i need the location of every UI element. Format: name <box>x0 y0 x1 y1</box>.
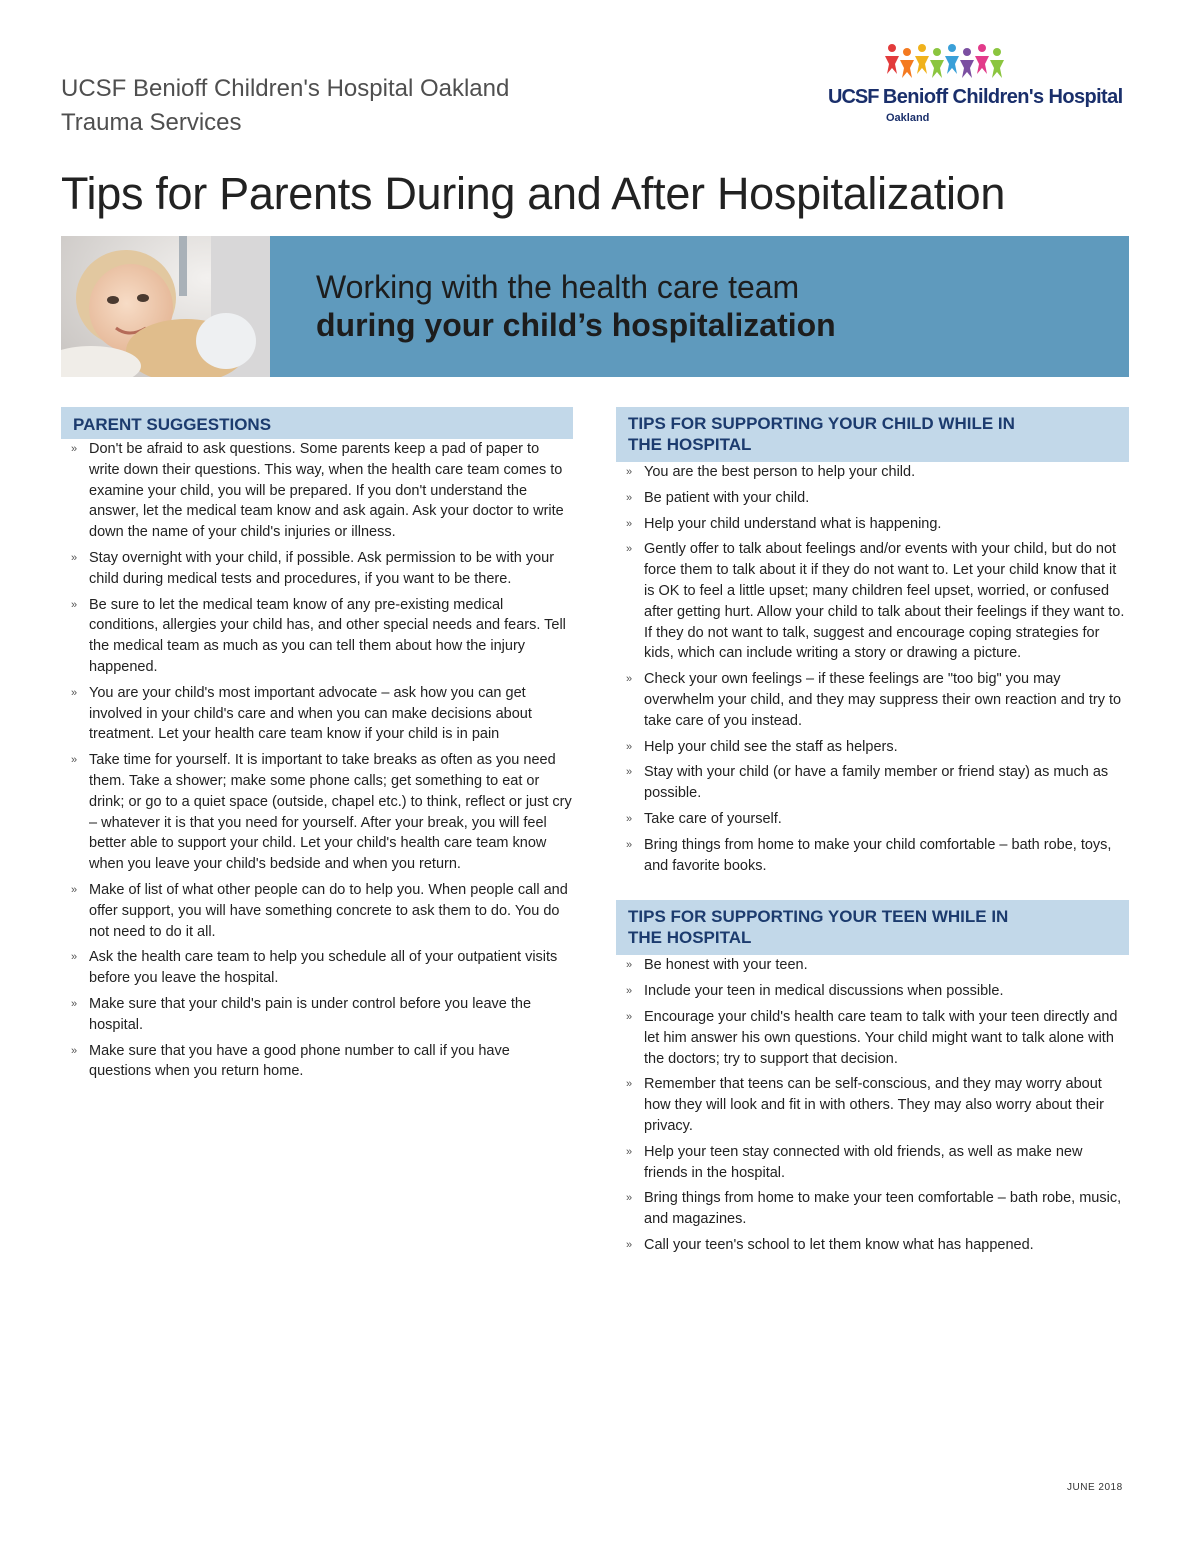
banner-line-1: Working with the health care team <box>316 269 800 305</box>
list-item <box>616 809 1129 830</box>
list-item <box>61 683 573 745</box>
figure-body <box>915 56 929 74</box>
bullet-icon: » <box>626 812 633 825</box>
list-item <box>61 750 573 875</box>
children-figures-icon <box>884 42 1006 78</box>
bullet-icon: » <box>626 766 633 779</box>
list-item <box>616 1235 1129 1256</box>
list-item-text: Stay with your child (or have a family member or friend stay) as much as possible. <box>644 764 1109 802</box>
list-item-text: Encourage your child's health care team to talk with your teen directly and let him answer his own questions. Your child might want to talk alone with the doctors; try to support that decision. <box>644 1008 1118 1067</box>
section-heading-teen-tips <box>616 900 1129 955</box>
bullet-icon: » <box>626 1078 633 1091</box>
list-item <box>61 947 573 989</box>
right-column <box>616 407 1129 1261</box>
figure-head <box>918 44 926 52</box>
list-item-text: Bring things from home to make your child comfortable – bath robe, toys, and favorite books. <box>644 836 1112 874</box>
list-item <box>616 488 1129 509</box>
list-item-text: Help your teen stay connected with old friends, as well as make new friends in the hospital. <box>644 1143 1083 1181</box>
child-tips-heading-line-2: THE HOSPITAL <box>628 435 752 454</box>
list-item <box>616 762 1129 804</box>
list-item-text: Take care of yourself. <box>644 810 782 827</box>
list-item-text: Remember that teens can be self-conscious, and they may worry about how they will look and fit in with others. They may also worry about their privacy. <box>644 1076 1104 1134</box>
figure-body <box>945 56 959 74</box>
list-item-text: Ask the health care team to help you schedule all of your outpatient visits before you leave the hospital. <box>89 949 558 987</box>
child-photo <box>61 236 270 377</box>
banner-heading <box>316 268 836 344</box>
banner-line-2: during your child’s hospitalization <box>316 307 836 343</box>
bullet-icon: » <box>626 959 633 972</box>
list-item-text: Take time for yourself. It is important to take breaks as often as you need them. Take a shower; make some phone calls; get something to eat or drink; or go to a quiet space (outside, chapel etc.) to think, reflect or just cry – whatever it is that you need for yourself. After your break, you will feel better able to support your child. Let your child's health care team know when you leave your child's bedside and when you return. <box>89 752 572 873</box>
child-tips-heading-line-1: TIPS FOR SUPPORTING YOUR CHILD WHILE IN <box>628 414 1015 433</box>
list-item-text: Be sure to let the medical team know of any pre-existing medical conditions, allergies your child has, and other special needs and fears. Tell the medical team as much as you can tell them about how the injury happened. <box>89 596 566 675</box>
bullet-icon: » <box>71 1044 78 1057</box>
section-heading-child-tips <box>616 407 1129 462</box>
list-item-text: Be honest with your teen. <box>644 957 808 974</box>
bullet-icon: » <box>71 443 78 455</box>
bullet-icon: » <box>71 883 78 896</box>
list-item-text: You are your child's most important advocate – ask how you can get involved in your child's care and when you can make decisions about treatment. Let your health care team know if your child is in pain <box>89 684 532 743</box>
figure-body <box>975 56 989 74</box>
bullet-icon: » <box>626 491 633 504</box>
list-item-text: Make of list of what other people can do to help you. When people call and offer support, you will have something concrete to ask them to do. You do not need to do it all. <box>89 881 568 940</box>
list-item <box>616 462 1129 483</box>
list-item-text: You are the best person to help your child. <box>644 464 916 480</box>
hero-banner <box>61 236 1129 377</box>
hospital-logo <box>828 42 1138 132</box>
figure-head <box>933 48 941 56</box>
bullet-icon: » <box>626 838 633 851</box>
figure-body <box>960 60 974 78</box>
logo-ucsf: UCSF <box>828 86 879 108</box>
figure-head <box>963 48 971 56</box>
list-item <box>616 539 1129 664</box>
figure-head <box>993 48 1001 56</box>
bullet-icon: » <box>71 997 78 1010</box>
figure-head <box>888 44 896 52</box>
list-item-text: Help your child understand what is happening. <box>644 515 942 532</box>
child-tips-list <box>616 462 1129 876</box>
list-item <box>616 1142 1129 1184</box>
figure-head <box>978 44 986 52</box>
bullet-icon: » <box>71 686 78 699</box>
list-item-text: Stay overnight with your child, if possible. Ask permission to be with your child during medical tests and procedures, if you want to be there. <box>89 549 555 587</box>
bullet-icon: » <box>71 951 78 964</box>
list-item <box>61 1041 573 1083</box>
bullet-icon: » <box>71 754 78 767</box>
list-item <box>61 880 573 942</box>
list-item <box>616 955 1129 976</box>
footer-date: JUNE 2018 <box>1067 1482 1123 1493</box>
bullet-icon: » <box>626 1145 633 1158</box>
list-item-text: Don't be afraid to ask questions. Some parents keep a pad of paper to write down their questions. This way, when the health care team comes to examine your child, you will be prepared. If you don't understand the answer, let the medical team know and ask again. Ask your doctor to write down the name of your child's injuries or illness. <box>89 441 564 541</box>
logo-location: Oakland <box>886 112 930 124</box>
bullet-icon: » <box>626 517 633 530</box>
teen-tips-heading-line-1: TIPS FOR SUPPORTING YOUR TEEN WHILE IN <box>628 907 1009 927</box>
bullet-icon: » <box>626 1192 633 1205</box>
list-item <box>616 514 1129 535</box>
list-item-text: Check your own feelings – if these feelings are "too big" you may overwhelm your child, and they may suppress their own reaction and try to take care of you instead. <box>644 671 1122 729</box>
list-item <box>616 835 1129 877</box>
list-item <box>616 981 1129 1002</box>
list-item <box>616 1074 1129 1136</box>
bullet-icon: » <box>626 740 633 753</box>
teen-tips-list <box>616 955 1129 1255</box>
org-department: Trauma Services <box>61 109 242 136</box>
org-name: UCSF Benioff Children's Hospital Oakland <box>61 75 510 102</box>
figure-body <box>930 60 944 78</box>
bullet-icon: » <box>626 673 633 686</box>
list-item <box>616 737 1129 758</box>
bullet-icon: » <box>71 551 78 564</box>
bullet-icon: » <box>626 466 633 478</box>
bullet-icon: » <box>626 1010 633 1023</box>
list-item <box>616 669 1129 731</box>
section-heading-parent-suggestions: PARENT SUGGESTIONS <box>61 407 573 439</box>
list-item <box>61 439 573 543</box>
list-item <box>61 595 573 678</box>
parent-suggestions-list <box>61 439 573 1082</box>
figure-head <box>903 48 911 56</box>
list-item-text: Make sure that you have a good phone number to call if you have questions when you return home. <box>89 1042 510 1080</box>
list-item-text: Include your teen in medical discussions when possible. <box>644 983 1004 1000</box>
list-item-text: Make sure that your child's pain is under control before you leave the hospital. <box>89 995 532 1033</box>
page-title: Tips for Parents During and After Hospitalization <box>61 168 1006 219</box>
figure-head <box>948 44 956 52</box>
teen-tips-section <box>616 900 1129 1255</box>
figure-body <box>885 56 899 74</box>
bullet-icon: » <box>626 985 633 998</box>
list-item-text: Bring things from home to make your teen comfortable – bath robe, music, and magazines. <box>644 1190 1122 1228</box>
list-item-text: Be patient with your child. <box>644 489 810 506</box>
list-item <box>616 1007 1129 1069</box>
left-column <box>61 407 573 1087</box>
organization-header <box>61 72 509 140</box>
child-photo-image <box>61 236 270 377</box>
teen-tips-heading-line-2: THE HOSPITAL <box>628 928 752 948</box>
list-item-text: Help your child see the staff as helpers. <box>644 738 898 755</box>
list-item <box>61 994 573 1036</box>
list-item <box>61 548 573 590</box>
figure-body <box>990 60 1004 78</box>
figure-body <box>900 60 914 78</box>
list-item-text: Call your teen's school to let them know what has happened. <box>644 1236 1034 1253</box>
bullet-icon: » <box>626 1238 633 1251</box>
list-item-text: Gently offer to talk about feelings and/or events with your child, but do not force them to talk about it if they do not want to. Let your child know that it is OK to feel a little upset; many children feel upset, worried, or confused after getting hurt. Allow your child to talk about their feelings if they want to. If they do not want to talk, suggest and encourage coping strategies for kids, which can include writing a story or drawing a picture. <box>644 541 1125 662</box>
bullet-icon: » <box>71 598 78 611</box>
bullet-icon: » <box>626 543 633 556</box>
list-item <box>616 1188 1129 1230</box>
logo-hospital-name: Benioff Children's Hospital <box>882 86 1123 108</box>
